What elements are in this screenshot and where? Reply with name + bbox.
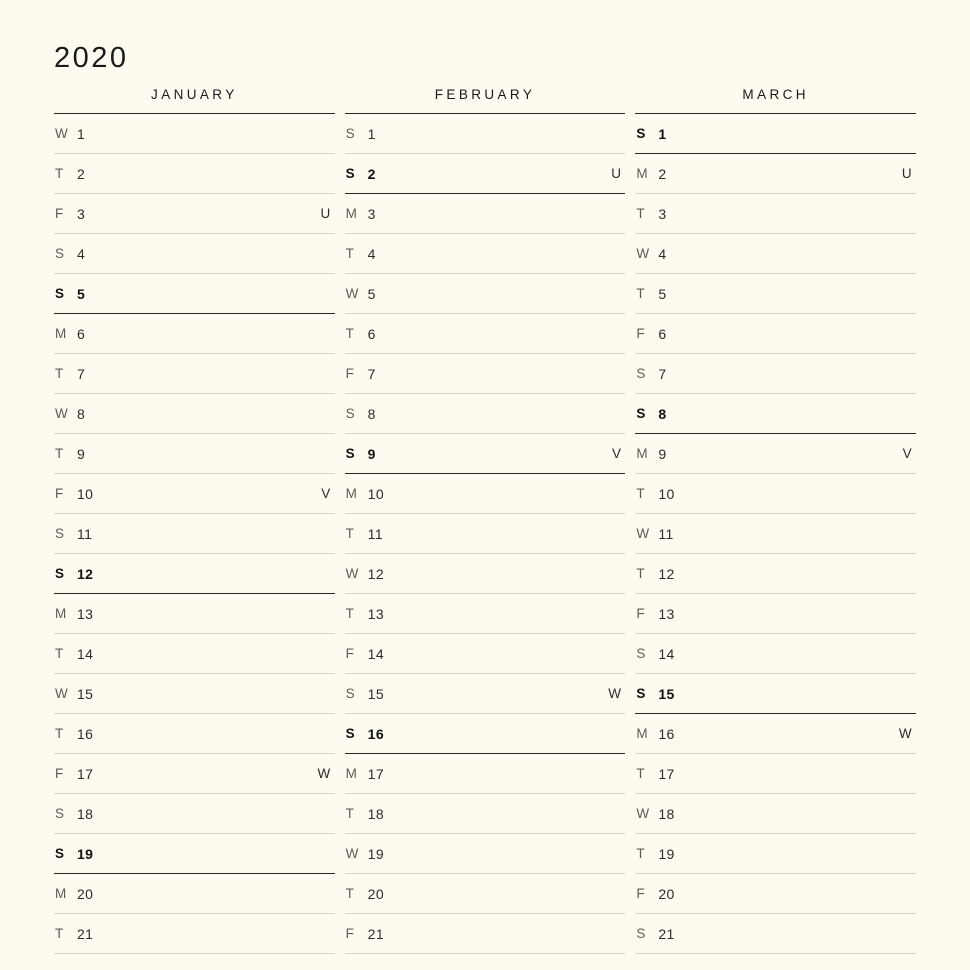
day-number-label: 16	[367, 725, 385, 742]
calendar-day-row[interactable]	[345, 234, 626, 274]
calendar-day-row[interactable]	[54, 634, 335, 674]
calendar-day-row[interactable]	[54, 594, 335, 634]
day-of-week-label: T	[636, 846, 645, 861]
day-of-week-label: M	[345, 486, 358, 501]
day-number-label: 4	[367, 245, 376, 262]
day-of-week-label: M	[636, 166, 648, 181]
calendar-day-row[interactable]	[345, 714, 626, 754]
calendar-day-row[interactable]	[54, 474, 335, 514]
day-number-label: 18	[77, 805, 94, 822]
day-number-label: 13	[658, 605, 675, 622]
day-of-week-label: T	[55, 646, 64, 661]
calendar-day-row[interactable]	[345, 194, 626, 234]
day-number-label: 15	[367, 685, 385, 702]
day-of-week-label: W	[345, 286, 359, 301]
day-of-week-label: W	[636, 806, 650, 821]
day-number-label: 17	[658, 765, 675, 782]
day-of-week-label: F	[636, 886, 645, 901]
day-of-week-label: M	[636, 726, 648, 741]
day-number-label: 21	[77, 925, 94, 942]
day-number-label: 19	[367, 845, 385, 862]
day-of-week-label: M	[345, 766, 358, 781]
calendar-day-row[interactable]	[635, 554, 916, 594]
day-of-week-label: T	[55, 166, 64, 181]
day-number-label: 3	[77, 205, 86, 222]
day-of-week-label: S	[55, 526, 65, 541]
calendar-day-row[interactable]	[345, 354, 626, 394]
calendar-day-row[interactable]	[635, 874, 916, 914]
day-number-label: 9	[367, 445, 376, 462]
day-number-label: 14	[658, 645, 675, 662]
day-of-week-label: T	[636, 766, 645, 781]
day-of-week-label: M	[55, 326, 67, 341]
day-of-week-label: S	[345, 126, 356, 141]
day-number-label: 2	[367, 165, 376, 182]
day-of-week-label: S	[55, 846, 65, 861]
day-number-label: 19	[77, 845, 94, 862]
day-of-week-label: M	[345, 206, 358, 221]
day-number-label: 16	[77, 725, 94, 742]
calendar-day-row[interactable]	[54, 914, 335, 954]
day-of-week-label: F	[636, 326, 645, 341]
day-number-label: 18	[658, 805, 675, 822]
day-number-label: 5	[367, 285, 376, 302]
calendar-day-row[interactable]	[345, 634, 626, 674]
day-of-week-label: W	[55, 686, 69, 701]
day-marker-label: V	[902, 446, 913, 461]
calendar-day-row[interactable]	[635, 594, 916, 634]
day-number-label: 9	[658, 445, 667, 462]
day-number-label: 14	[77, 645, 94, 662]
day-of-week-label: M	[55, 606, 67, 621]
calendar-day-row[interactable]	[54, 554, 335, 594]
day-of-week-label: F	[55, 486, 64, 501]
calendar-day-row[interactable]	[635, 514, 916, 554]
day-number-label: 6	[77, 325, 86, 342]
calendar-day-row[interactable]	[635, 154, 916, 194]
day-of-week-label: F	[345, 646, 355, 661]
calendar-day-row[interactable]	[635, 674, 916, 714]
day-of-week-label: W	[345, 566, 359, 581]
day-number-label: 10	[658, 485, 675, 502]
calendar-day-row[interactable]	[54, 394, 335, 434]
day-number-label: 7	[658, 365, 667, 382]
day-number-label: 6	[658, 325, 667, 342]
day-number-label: 1	[658, 125, 667, 142]
calendar-day-row[interactable]	[54, 514, 335, 554]
calendar-day-row[interactable]	[54, 114, 335, 154]
day-number-label: 20	[367, 885, 385, 902]
day-number-label: 8	[658, 405, 667, 422]
month-column-march	[635, 87, 916, 954]
day-number-label: 1	[367, 125, 376, 142]
calendar-day-row[interactable]	[345, 514, 626, 554]
calendar-day-row[interactable]	[635, 434, 916, 474]
day-list-february	[345, 114, 626, 954]
calendar-day-row[interactable]	[635, 274, 916, 314]
calendar-day-row[interactable]	[345, 274, 626, 314]
day-number-label: 20	[658, 885, 675, 902]
calendar-day-row[interactable]	[345, 314, 626, 354]
day-number-label: 5	[658, 285, 667, 302]
day-number-label: 13	[367, 605, 385, 622]
calendar-day-row[interactable]	[635, 834, 916, 874]
day-of-week-label: W	[55, 406, 69, 421]
calendar-day-row[interactable]	[635, 114, 916, 154]
day-marker-label: U	[611, 166, 622, 181]
day-of-week-label: S	[345, 446, 356, 461]
day-number-label: 21	[367, 925, 385, 942]
day-number-label: 8	[77, 405, 86, 422]
day-of-week-label: S	[55, 246, 65, 261]
day-of-week-label: F	[636, 606, 645, 621]
calendar-day-row[interactable]	[345, 754, 626, 794]
calendar-day-row[interactable]	[345, 154, 626, 194]
day-of-week-label: W	[636, 526, 650, 541]
day-of-week-label: W	[345, 846, 359, 861]
calendar-day-row[interactable]	[345, 594, 626, 634]
day-of-week-label: S	[636, 126, 646, 141]
day-of-week-label: S	[636, 686, 646, 701]
calendar-day-row[interactable]	[345, 674, 626, 714]
day-number-label: 2	[77, 165, 86, 182]
day-of-week-label: T	[345, 326, 355, 341]
day-number-label: 5	[77, 285, 86, 302]
calendar-day-row[interactable]	[635, 914, 916, 954]
day-number-label: 12	[367, 565, 385, 582]
day-marker-label: V	[321, 486, 331, 501]
calendar-day-row[interactable]	[635, 234, 916, 274]
day-marker-label: U	[320, 206, 331, 221]
day-of-week-label: W	[55, 126, 69, 141]
day-list-march	[635, 114, 916, 954]
day-marker-label: W	[608, 686, 622, 701]
day-marker-label: W	[317, 766, 331, 781]
day-number-label: 11	[658, 525, 674, 542]
calendar-day-row[interactable]	[54, 234, 335, 274]
calendar-day-row[interactable]	[54, 714, 335, 754]
day-list-january	[54, 114, 335, 954]
day-of-week-label: S	[636, 366, 646, 381]
day-number-label: 9	[77, 445, 86, 462]
day-of-week-label: T	[636, 566, 645, 581]
calendar-day-row[interactable]	[635, 714, 916, 754]
day-of-week-label: F	[345, 366, 355, 381]
calendar-day-row[interactable]	[54, 274, 335, 314]
day-of-week-label: M	[55, 886, 67, 901]
day-of-week-label: S	[55, 806, 65, 821]
day-number-label: 20	[77, 885, 94, 902]
day-number-label: 12	[658, 565, 675, 582]
day-of-week-label: T	[345, 606, 355, 621]
day-of-week-label: T	[55, 726, 64, 741]
day-of-week-label: T	[55, 446, 64, 461]
calendar-day-row[interactable]	[345, 554, 626, 594]
calendar-day-row[interactable]	[54, 794, 335, 834]
day-number-label: 15	[77, 685, 94, 702]
calendar-day-row[interactable]	[635, 394, 916, 434]
calendar-day-row[interactable]	[345, 434, 626, 474]
day-number-label: 17	[367, 765, 385, 782]
day-number-label: 10	[77, 485, 94, 502]
day-marker-label: U	[901, 166, 913, 181]
calendar-day-row[interactable]	[345, 834, 626, 874]
calendar-day-row[interactable]	[54, 434, 335, 474]
day-of-week-label: S	[345, 726, 356, 741]
day-number-label: 11	[367, 525, 384, 542]
calendar-day-row[interactable]	[54, 834, 335, 874]
month-name: FEBRUARY	[345, 87, 626, 114]
day-of-week-label: W	[636, 246, 650, 261]
day-of-week-label: F	[55, 766, 64, 781]
day-number-label: 15	[658, 685, 675, 702]
page-title: 2020	[54, 42, 129, 74]
calendar-day-row[interactable]	[345, 474, 626, 514]
month-name: JANUARY	[54, 87, 335, 114]
day-of-week-label: T	[636, 286, 645, 301]
day-number-label: 12	[77, 565, 94, 582]
month-name: MARCH	[635, 87, 916, 114]
day-number-label: 8	[367, 405, 376, 422]
day-of-week-label: F	[345, 926, 355, 941]
day-number-label: 21	[658, 925, 675, 942]
calendar-day-row[interactable]	[345, 794, 626, 834]
calendar-day-row[interactable]	[635, 634, 916, 674]
calendar-day-row[interactable]	[345, 394, 626, 434]
day-number-label: 14	[367, 645, 385, 662]
day-number-label: 4	[77, 245, 86, 262]
day-number-label: 4	[658, 245, 667, 262]
calendar-day-row[interactable]	[54, 354, 335, 394]
day-of-week-label: T	[636, 486, 645, 501]
calendar-day-row[interactable]	[635, 794, 916, 834]
calendar-day-row[interactable]	[54, 194, 335, 234]
day-number-label: 6	[367, 325, 376, 342]
calendar-day-row[interactable]	[635, 354, 916, 394]
month-column-february	[345, 87, 626, 954]
day-number-label: 10	[367, 485, 385, 502]
day-of-week-label: T	[345, 886, 355, 901]
calendar-day-row[interactable]	[345, 114, 626, 154]
day-of-week-label: S	[636, 406, 646, 421]
day-number-label: 17	[77, 765, 94, 782]
day-of-week-label: F	[55, 206, 64, 221]
day-of-week-label: S	[345, 166, 356, 181]
calendar-day-row[interactable]	[345, 914, 626, 954]
day-number-label: 3	[367, 205, 376, 222]
day-of-week-label: S	[636, 926, 646, 941]
day-number-label: 7	[367, 365, 376, 382]
day-of-week-label: S	[55, 566, 65, 581]
day-of-week-label: T	[55, 926, 64, 941]
day-number-label: 19	[658, 845, 675, 862]
day-of-week-label: T	[636, 206, 645, 221]
day-of-week-label: T	[345, 806, 355, 821]
day-number-label: 16	[658, 725, 675, 742]
day-number-label: 1	[77, 125, 86, 142]
month-column-january	[54, 87, 335, 954]
day-of-week-label: S	[345, 686, 356, 701]
day-of-week-label: S	[55, 286, 65, 301]
months-container	[54, 87, 916, 954]
calendar-day-row[interactable]	[54, 154, 335, 194]
calendar-day-row[interactable]	[345, 874, 626, 914]
calendar-day-row[interactable]	[635, 194, 916, 234]
calendar-day-row[interactable]	[635, 474, 916, 514]
calendar-day-row[interactable]	[54, 674, 335, 714]
day-of-week-label: T	[345, 526, 355, 541]
day-number-label: 7	[77, 365, 86, 382]
day-of-week-label: S	[345, 406, 356, 421]
day-of-week-label: M	[636, 446, 648, 461]
calendar-day-row[interactable]	[54, 874, 335, 914]
calendar-day-row[interactable]	[54, 754, 335, 794]
day-number-label: 11	[77, 525, 93, 542]
day-number-label: 2	[658, 165, 667, 182]
day-number-label: 3	[658, 205, 667, 222]
calendar-day-row[interactable]	[635, 314, 916, 354]
day-marker-label: V	[611, 446, 622, 461]
calendar-day-row[interactable]	[54, 314, 335, 354]
day-of-week-label: T	[345, 246, 355, 261]
calendar-day-row[interactable]	[635, 754, 916, 794]
day-number-label: 18	[367, 805, 385, 822]
day-number-label: 13	[77, 605, 94, 622]
day-of-week-label: S	[636, 646, 646, 661]
day-of-week-label: T	[55, 366, 64, 381]
day-marker-label: W	[898, 726, 913, 741]
